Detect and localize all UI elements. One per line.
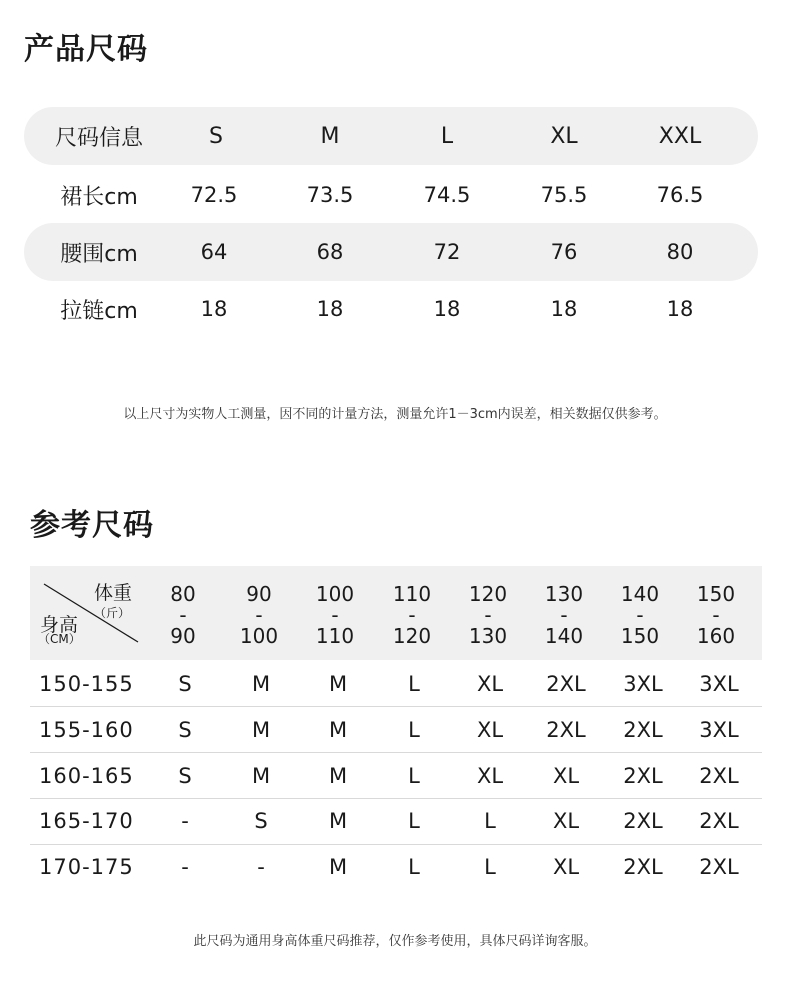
weight-column-header bbox=[372, 584, 452, 647]
product-row-label: 腰围cm bbox=[60, 241, 138, 267]
product-row-label: 裙长cm bbox=[60, 184, 138, 210]
height-range-label: 170-175 bbox=[39, 855, 134, 879]
reference-cell: XL bbox=[552, 855, 580, 879]
reference-cell: XL bbox=[476, 764, 504, 788]
product-cell: 18 bbox=[316, 297, 344, 321]
weight-range-bottom: 150 bbox=[620, 624, 660, 648]
reference-cell: 2XL bbox=[623, 855, 663, 879]
reference-cell: - bbox=[181, 855, 189, 879]
product-cell: 18 bbox=[550, 297, 578, 321]
weight-column-header bbox=[143, 584, 223, 647]
weight-range-bottom: 160 bbox=[696, 624, 736, 648]
product-header-size: L bbox=[440, 123, 454, 149]
weight-range-top: 140 bbox=[620, 582, 660, 606]
reference-cell: L bbox=[484, 809, 496, 833]
product-cell: 72 bbox=[433, 240, 461, 264]
weight-range-sep: - bbox=[712, 603, 720, 627]
product-row-waist bbox=[24, 223, 758, 281]
corner-weight-unit: （斤） bbox=[94, 606, 131, 620]
reference-cell: XL bbox=[552, 764, 580, 788]
product-header-size: XL bbox=[550, 123, 578, 149]
weight-range-sep: - bbox=[408, 603, 416, 627]
reference-row bbox=[30, 707, 762, 753]
product-cell: 18 bbox=[666, 297, 694, 321]
weight-range-top: 130 bbox=[544, 582, 584, 606]
reference-cell: S bbox=[178, 672, 192, 696]
weight-column-header bbox=[600, 584, 680, 647]
product-row-zipper bbox=[24, 280, 758, 338]
reference-cell: M bbox=[328, 855, 348, 879]
reference-cell: 2XL bbox=[623, 718, 663, 742]
weight-column-header bbox=[524, 584, 604, 647]
height-range-label: 165-170 bbox=[39, 809, 134, 833]
reference-cell: M bbox=[328, 809, 348, 833]
product-measure-note: 以上尺寸为实物人工测量，因不同的计量方法，测量允许1－3cm内误差，相关数据仅供参考。 bbox=[123, 407, 667, 422]
reference-cell: L bbox=[408, 764, 420, 788]
reference-cell: L bbox=[408, 855, 420, 879]
weight-column-header bbox=[295, 584, 375, 647]
product-cell: 18 bbox=[433, 297, 461, 321]
weight-column-header bbox=[676, 584, 756, 647]
weight-range-bottom: 130 bbox=[468, 624, 508, 648]
product-cell: 76 bbox=[550, 240, 578, 264]
reference-cell: 2XL bbox=[699, 855, 739, 879]
reference-cell: 2XL bbox=[546, 672, 586, 696]
reference-cell: M bbox=[251, 672, 271, 696]
reference-row bbox=[30, 799, 762, 845]
product-row-length bbox=[24, 166, 758, 224]
weight-range-sep: - bbox=[636, 603, 644, 627]
weight-range-bottom: 140 bbox=[544, 624, 584, 648]
corner-height-unit: （CM） bbox=[38, 632, 81, 646]
reference-cell: 3XL bbox=[699, 718, 739, 742]
weight-range-top: 80 bbox=[170, 582, 196, 606]
product-cell: 64 bbox=[200, 240, 228, 264]
reference-cell: S bbox=[178, 764, 192, 788]
weight-range-bottom: 100 bbox=[239, 624, 279, 648]
reference-cell: 2XL bbox=[623, 764, 663, 788]
corner-height-label: 身高 bbox=[40, 614, 79, 636]
weight-range-top: 100 bbox=[315, 582, 355, 606]
product-header-size: XXL bbox=[658, 123, 702, 149]
reference-cell: - bbox=[257, 855, 265, 879]
product-cell: 80 bbox=[666, 240, 694, 264]
weight-range-bottom: 120 bbox=[392, 624, 432, 648]
weight-range-top: 90 bbox=[246, 582, 272, 606]
product-size-title: 产品尺码 bbox=[24, 32, 148, 67]
reference-header-row bbox=[30, 566, 762, 660]
reference-row bbox=[30, 845, 762, 890]
product-header-size: M bbox=[320, 123, 340, 149]
reference-cell: M bbox=[328, 672, 348, 696]
reference-cell: M bbox=[328, 764, 348, 788]
height-range-label: 150-155 bbox=[39, 672, 134, 696]
weight-range-sep: - bbox=[255, 603, 263, 627]
height-range-label: 160-165 bbox=[39, 764, 134, 788]
product-cell: 76.5 bbox=[656, 183, 704, 207]
reference-cell: L bbox=[408, 718, 420, 742]
reference-cell: XL bbox=[476, 672, 504, 696]
reference-cell: S bbox=[254, 809, 268, 833]
reference-row bbox=[30, 753, 762, 799]
product-cell: 75.5 bbox=[540, 183, 588, 207]
reference-cell: L bbox=[408, 809, 420, 833]
reference-row bbox=[30, 661, 762, 707]
weight-range-sep: - bbox=[560, 603, 568, 627]
product-header-size: S bbox=[209, 123, 223, 149]
reference-cell: 2XL bbox=[699, 764, 739, 788]
product-cell: 68 bbox=[316, 240, 344, 264]
product-cell: 73.5 bbox=[306, 183, 354, 207]
weight-range-top: 150 bbox=[696, 582, 736, 606]
reference-cell: M bbox=[328, 718, 348, 742]
reference-cell: L bbox=[408, 672, 420, 696]
reference-note: 此尺码为通用身高体重尺码推荐，仅作参考使用，具体尺码详询客服。 bbox=[193, 934, 597, 949]
weight-column-header bbox=[219, 584, 299, 647]
product-header-row bbox=[24, 107, 758, 165]
product-cell: 74.5 bbox=[423, 183, 471, 207]
reference-cell: 3XL bbox=[699, 672, 739, 696]
reference-cell: XL bbox=[476, 718, 504, 742]
reference-size-title: 参考尺码 bbox=[30, 508, 154, 543]
weight-range-sep: - bbox=[331, 603, 339, 627]
reference-cell: 3XL bbox=[623, 672, 663, 696]
weight-column-header bbox=[448, 584, 528, 647]
reference-cell: L bbox=[484, 855, 496, 879]
weight-range-top: 110 bbox=[392, 582, 432, 606]
product-cell: 72.5 bbox=[190, 183, 238, 207]
weight-range-sep: - bbox=[179, 603, 187, 627]
product-row-label: 拉链cm bbox=[60, 298, 138, 324]
reference-cell: XL bbox=[552, 809, 580, 833]
height-range-label: 155-160 bbox=[39, 718, 134, 742]
reference-cell: 2XL bbox=[623, 809, 663, 833]
reference-cell: 2XL bbox=[699, 809, 739, 833]
reference-cell: 2XL bbox=[546, 718, 586, 742]
reference-cell: - bbox=[181, 809, 189, 833]
reference-cell: M bbox=[251, 764, 271, 788]
weight-range-bottom: 110 bbox=[315, 624, 355, 648]
weight-range-sep: - bbox=[484, 603, 492, 627]
product-header-label: 尺码信息 bbox=[54, 125, 143, 151]
weight-range-top: 120 bbox=[468, 582, 508, 606]
corner-weight-label: 体重 bbox=[94, 582, 133, 604]
reference-cell: M bbox=[251, 718, 271, 742]
reference-cell: S bbox=[178, 718, 192, 742]
weight-range-bottom: 90 bbox=[170, 624, 196, 648]
product-cell: 18 bbox=[200, 297, 228, 321]
